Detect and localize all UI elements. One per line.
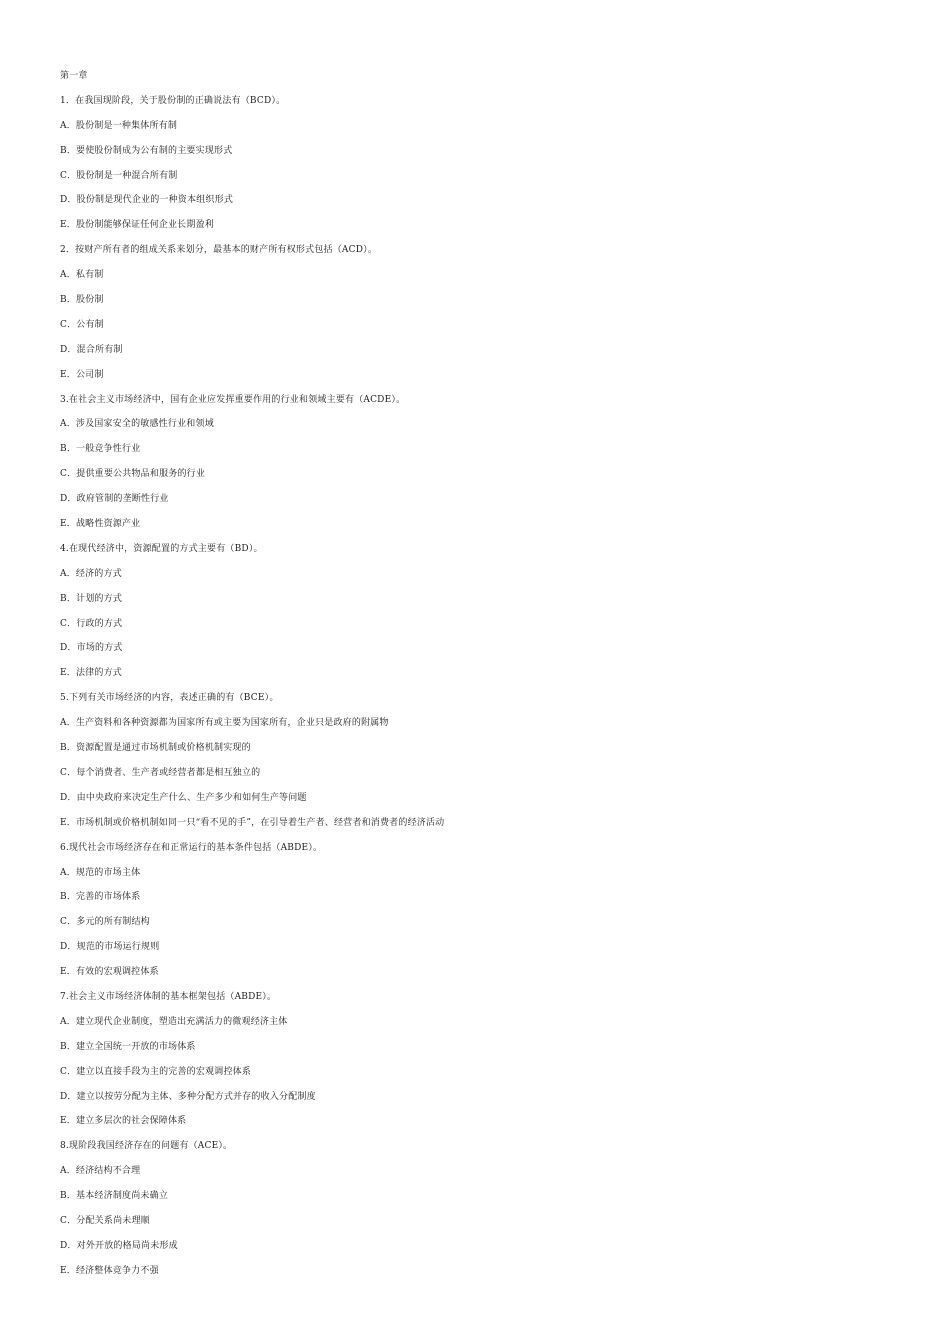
question-3-option-e: E．战略性资源产业 xyxy=(60,519,141,530)
question-5-option-e: E．市场机制或价格机制如同一只“看不见的手”，在引导着生产者、经营者和消费者的经济活动 xyxy=(60,817,445,828)
document-content xyxy=(60,64,880,1284)
question-3-option-b: B．一般竞争性行业 xyxy=(60,444,141,455)
question-4-option-d: D．市场的方式 xyxy=(60,643,123,654)
question-5-option-a: A．生产资料和各种资源都为国家所有或主要为国家所有，企业只是政府的附属物 xyxy=(60,718,389,729)
question-8-stem: 8.现阶段我国经济存在的问题有（ACE）。 xyxy=(60,1141,233,1152)
question-6-option-a: A．规范的市场主体 xyxy=(60,867,141,878)
question-6-option-e: E．有效的宏观调控体系 xyxy=(60,967,159,978)
question-3-stem: 3.在社会主义市场经济中，国有企业应发挥重要作用的行业和领域主要有（ACDE）。 xyxy=(60,394,406,405)
question-7-stem: 7.社会主义市场经济体制的基本框架包括（ABDE）。 xyxy=(60,991,277,1002)
question-1-option-c: C．股份制是一种混合所有制 xyxy=(60,170,178,181)
question-5-option-c: C．每个消费者、生产者或经营者都是相互独立的 xyxy=(60,767,261,778)
question-1-option-d: D．股份制是现代企业的一种资本组织形式 xyxy=(60,195,234,206)
question-3-option-a: A．涉及国家安全的敏感性行业和领域 xyxy=(60,419,214,430)
question-8-option-a: A．经济结构不合理 xyxy=(60,1166,141,1177)
question-6-option-d: D．规范的市场运行规则 xyxy=(60,942,160,953)
question-4-option-c: C．行政的方式 xyxy=(60,618,123,629)
question-2-stem: 2．按财产所有者的组成关系来划分，最基本的财产所有权形式包括（ACD）。 xyxy=(60,245,378,256)
question-7-option-b: B．建立全国统一开放的市场体系 xyxy=(60,1041,196,1052)
question-8-option-c: C．分配关系尚未理顺 xyxy=(60,1215,150,1226)
question-1-option-b: B．要使股份制成为公有制的主要实现形式 xyxy=(60,145,233,156)
question-4-option-a: A．经济的方式 xyxy=(60,568,122,579)
question-8-option-e: E．经济整体竞争力不强 xyxy=(60,1265,159,1276)
question-7-option-e: E．建立多层次的社会保障体系 xyxy=(60,1116,187,1127)
question-2-option-d: D．混合所有制 xyxy=(60,344,123,355)
question-2-option-e: E．公司制 xyxy=(60,369,104,380)
question-3-option-d: D．政府管制的垄断性行业 xyxy=(60,494,169,505)
question-5-option-b: B．资源配置是通过市场机制或价格机制实现的 xyxy=(60,743,251,754)
question-3-option-c: C．提供重要公共物品和服务的行业 xyxy=(60,469,206,480)
question-2-option-c: C．公有制 xyxy=(60,319,104,330)
question-8-option-b: B．基本经济制度尚未确立 xyxy=(60,1191,169,1202)
question-6-option-c: C．多元的所有制结构 xyxy=(60,917,150,928)
question-2-option-a: A．私有制 xyxy=(60,270,104,281)
question-8-option-d: D．对外开放的格局尚未形成 xyxy=(60,1240,178,1251)
question-4-stem: 4.在现代经济中，资源配置的方式主要有（BD）。 xyxy=(60,543,263,554)
question-6-stem: 6.现代社会市场经济存在和正常运行的基本条件包括（ABDE）。 xyxy=(60,842,323,853)
question-7-option-d: D．建立以按劳分配为主体、多种分配方式并存的收入分配制度 xyxy=(60,1091,316,1102)
chapter-title: 第一章 xyxy=(60,71,88,81)
question-1-option-e: E．股份制能够保证任何企业长期盈利 xyxy=(60,220,214,231)
question-5-stem: 5.下列有关市场经济的内容，表述正确的有（BCE）。 xyxy=(60,693,279,704)
question-4-option-e: E．法律的方式 xyxy=(60,668,122,679)
question-2-option-b: B．股份制 xyxy=(60,295,104,306)
question-4-option-b: B．计划的方式 xyxy=(60,593,123,604)
question-7-option-a: A．建立现代企业制度，塑造出充满活力的微观经济主体 xyxy=(60,1016,288,1027)
question-6-option-b: B．完善的市场体系 xyxy=(60,892,141,903)
question-7-option-c: C．建立以直接手段为主的完善的宏观调控体系 xyxy=(60,1066,252,1077)
question-1-stem: 1．在我国现阶段，关于股份制的正确说法有（BCD）。 xyxy=(60,95,286,106)
question-1-option-a: A．股份制是一种集体所有制 xyxy=(60,120,178,131)
question-5-option-d: D．由中央政府来决定生产什么、生产多少和如何生产等问题 xyxy=(60,792,307,803)
